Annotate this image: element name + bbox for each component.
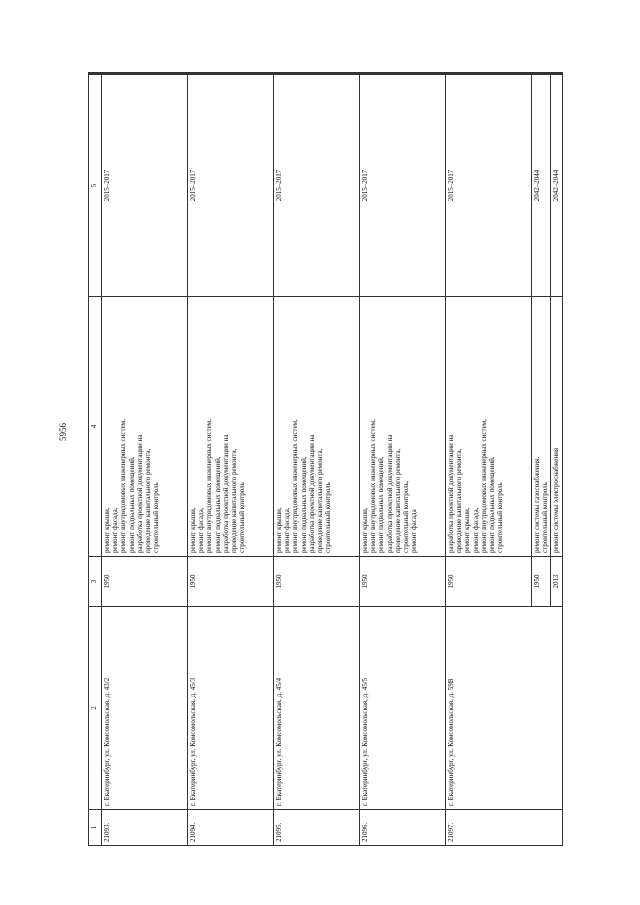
table-row bbox=[102, 74, 188, 846]
year-cell: 1950 bbox=[102, 557, 188, 607]
period-cell: 2015–2017 bbox=[188, 74, 274, 297]
rotated-table-container bbox=[88, 74, 588, 846]
column-header: 2 bbox=[89, 607, 102, 810]
period-cell: 2015–2017 bbox=[102, 74, 188, 297]
address-cell: г. Екатеринбург, ул. Комсомольская, д. 45/3 bbox=[188, 607, 274, 810]
works-cell: ремонт крыши, ремонт внутридомовых инженерных систем, ремонт подвальных помещений, разработка проектной документации на проведение капитального ремонта, строительный контроль, ремонт фасада bbox=[360, 297, 446, 557]
row-number: 21097. bbox=[446, 810, 563, 846]
year-cell: 1950 bbox=[188, 557, 274, 607]
works-cell: ремонт крыши, ремонт фасада, ремонт внутридомовых инженерных систем, ремонт подвальных помещений, разработка проектной документации на проведение капитального ремонта, строительный контроль bbox=[102, 297, 188, 557]
works-cell: разработка проектной документации на проведение капитального ремонта, ремонт крыши, ремонт фасада, ремонт внутридомовых инженерных систем, ремонт подвальных помещений, строительный контроль bbox=[446, 297, 532, 557]
year-cell: 1950 bbox=[274, 557, 360, 607]
table-row bbox=[274, 74, 360, 846]
period-cell: 2015–2017 bbox=[360, 74, 446, 297]
column-header: 4 bbox=[89, 297, 102, 557]
period-cell: 2042–2044 bbox=[551, 74, 563, 297]
table-row bbox=[188, 74, 274, 846]
address-cell: г. Екатеринбург, ул. Комсомольская, д. 59В bbox=[446, 607, 563, 810]
year-cell: 1950 bbox=[360, 557, 446, 607]
table-row bbox=[446, 74, 532, 846]
repair-schedule-table bbox=[88, 72, 563, 846]
row-number: 21095. bbox=[274, 810, 360, 846]
year-cell: 1950 bbox=[446, 557, 532, 607]
works-cell: ремонт системы электроснабжения bbox=[551, 297, 563, 557]
works-cell: ремонт системы газоснабжения, строительный контроль bbox=[532, 297, 551, 557]
column-header: 5 bbox=[89, 74, 102, 297]
page-number: 5956 bbox=[58, 423, 68, 441]
row-number: 21096. bbox=[360, 810, 446, 846]
year-cell: 1950 bbox=[532, 557, 551, 607]
works-cell: ремонт крыши, ремонт фасада, ремонт внутридомовых инженерных систем, ремонт подвальных помещений, разработка проектной документации на проведение капитального ремонта, строительный контроль bbox=[188, 297, 274, 557]
address-cell: г. Екатеринбург, ул. Комсомольская, д. 45/4 bbox=[274, 607, 360, 810]
row-number: 21094. bbox=[188, 810, 274, 846]
table-row bbox=[360, 74, 446, 846]
column-number-row bbox=[89, 74, 102, 846]
row-number: 21093. bbox=[102, 810, 188, 846]
column-header: 3 bbox=[89, 557, 102, 607]
address-cell: г. Екатеринбург, ул. Комсомольская, д. 45/5 bbox=[360, 607, 446, 810]
column-header: 1 bbox=[89, 810, 102, 846]
address-cell: г. Екатеринбург, ул. Комсомольская, д. 43/2 bbox=[102, 607, 188, 810]
year-cell: 2013 bbox=[551, 557, 563, 607]
works-cell: ремонт крыши, ремонт фасада, ремонт внутридомовых инженерных систем, ремонт подвальных помещений, разработка проектной документации на проведение капитального ремонта, строительный контроль bbox=[274, 297, 360, 557]
period-cell: 2042–2044 bbox=[532, 74, 551, 297]
period-cell: 2015–2017 bbox=[446, 74, 532, 297]
period-cell: 2015–2017 bbox=[274, 74, 360, 297]
